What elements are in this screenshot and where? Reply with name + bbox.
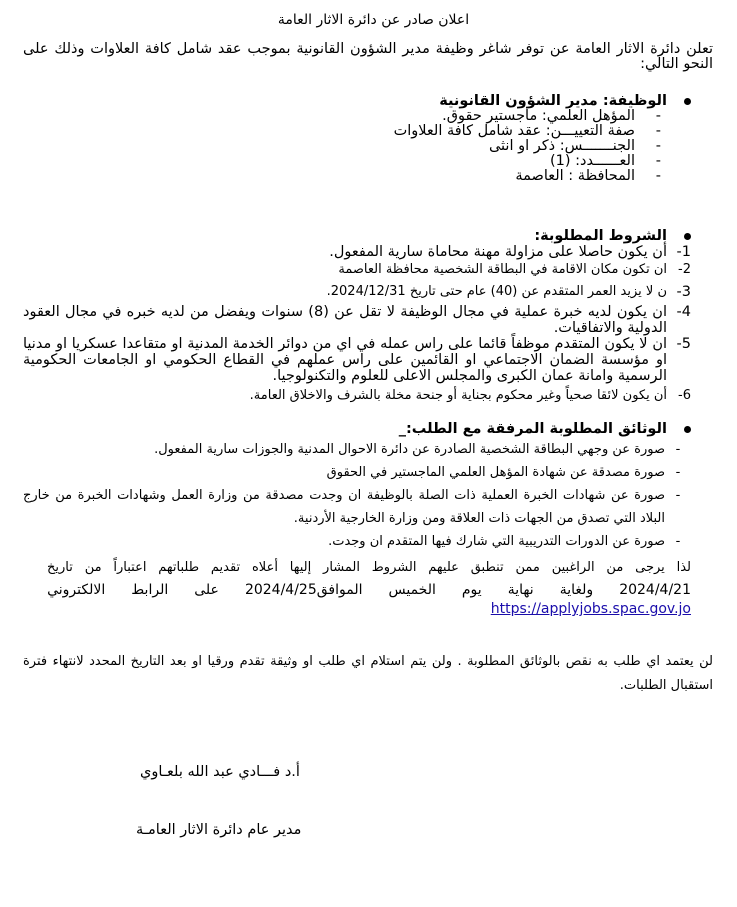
document-item <box>23 530 691 553</box>
job-detail-row <box>394 124 661 139</box>
documents-heading: الوثائق المطلوبة المرفقة مع الطلب:_ <box>398 421 667 437</box>
bullet-icon <box>684 233 691 240</box>
job-heading: الوظيفة: مدير الشؤون القانونية <box>439 93 667 109</box>
job-governorate: المحافظة : العاصمة <box>515 168 635 184</box>
intro-paragraph: تعلن دائرة الاثار العامة عن توفر شاغر وظيفة مدير الشؤون القانونية بموجب عقد شامل كافة العلاوات وذلك على النحو التالي: <box>23 41 713 72</box>
condition-text: أن يكون لائقا صحياً وغير محكوم بجناية أو جنحة مخلة بالشرف والاخلاق العامة. <box>249 388 667 403</box>
job-detail-row <box>394 169 661 184</box>
condition-item <box>23 336 691 384</box>
condition-number: 3- <box>676 284 691 300</box>
deadline <box>245 579 363 601</box>
condition-number: 5- <box>676 336 691 352</box>
job-section <box>394 94 691 184</box>
application-line-1: لذا يرجى من الراغبين ممن تنطبق عليهم الشروط المشار إليها أعلاه تقديم طلباتهم اعتباراً من تاريخ <box>47 560 691 575</box>
bullet-icon <box>684 426 691 433</box>
job-heading-row <box>394 94 691 109</box>
conditions-section <box>23 228 691 404</box>
link-word: الرابط <box>131 582 169 598</box>
day-word: يوم <box>461 582 482 598</box>
document-item <box>23 438 691 461</box>
job-detail-row <box>394 154 661 169</box>
signatory-name: أ.د فـــادي عبد الله بلعـاوي <box>140 764 300 780</box>
job-detail-row <box>394 139 661 154</box>
condition-number: 2- <box>678 262 691 277</box>
job-gender: الجنـــــــس: ذكر او انثى <box>488 138 635 154</box>
dash-icon: - <box>655 108 661 124</box>
signatory-position: مدير عام دائرة الاثار العامـة <box>136 822 302 838</box>
end-word: نهاية <box>507 582 534 598</box>
condition-text: أن يكون حاصلا على مزاولة مهنة محاماة سارية المفعول. <box>329 244 667 260</box>
job-qualification: المؤهل العلمي: ماجستير حقوق. <box>442 108 635 124</box>
job-appointment-type: صفة التعييـــن: عقد شامل كافة العلاوات <box>393 123 635 139</box>
condition-item <box>23 262 691 278</box>
documents-section <box>23 420 691 553</box>
document-text: صورة عن وجهي البطاقة الشخصية الصادرة عن دائرة الاحوال المدنية والجوزات سارية المفعول. <box>154 442 665 457</box>
dash-icon: - <box>675 488 681 503</box>
condition-text: ن لا يزيد العمر المتقدم عن (40) عام حتى تاريخ 2024/12/31. <box>326 284 667 299</box>
job-count: العــــــدد: (1) <box>549 153 635 169</box>
dash-icon: - <box>655 153 661 169</box>
dash-icon: - <box>675 442 681 457</box>
dash-icon: - <box>675 534 681 549</box>
application-url-link[interactable]: https://applyjobs.spac.gov.jo <box>490 601 691 617</box>
document-item <box>23 484 691 530</box>
condition-number: 6- <box>678 388 691 403</box>
condition-item <box>23 388 691 404</box>
document-text: صورة عن الدورات التدريبية التي شارك فيها المتقدم ان وجدت. <box>328 534 665 549</box>
until-word: ولغاية <box>559 582 594 598</box>
thursday-word: الخميس <box>388 582 436 598</box>
condition-item <box>23 284 691 300</box>
electronic-word: الالكتروني <box>47 582 106 598</box>
dash-icon: - <box>675 465 681 480</box>
application-line-2 <box>47 579 691 601</box>
condition-number: 4- <box>676 304 691 320</box>
condition-item <box>23 244 691 260</box>
condition-item <box>23 304 691 336</box>
dash-icon: - <box>655 123 661 139</box>
start-date: 2024/4/21 <box>619 582 691 598</box>
job-detail-row <box>394 109 661 124</box>
document-text: صورة مصدقة عن شهادة المؤهل العلمي الماجستير في الحقوق <box>326 465 665 480</box>
conditions-heading-row <box>23 228 691 244</box>
bullet-icon <box>684 98 691 105</box>
documents-heading-row <box>23 420 691 438</box>
document-title: اعلان صادر عن دائرة الاثار العامة <box>277 12 470 28</box>
document-item <box>23 461 691 484</box>
condition-number: 1- <box>676 244 691 260</box>
end-date: 2024/4/25 <box>244 582 317 598</box>
on-word: على <box>194 582 219 598</box>
dash-icon: - <box>655 138 661 154</box>
document-text: صورة عن شهادات الخبرة العملية ذات الصلة بالوظيفة ان وجدت مصدقة من وزارة العمل وشهادات الخبرة من خارج البلاد التي تصدق من الجهات ذات العلاقة ومن وزارة الخارجية الأردنية. <box>23 488 665 526</box>
condition-text: ان تكون مكان الاقامة في البطاقة الشخصية محافظة العاصمة <box>338 262 667 277</box>
condition-text: ان لا يكون المتقدم موظفاً قائما على راس عمله في اي من دوائر الخدمة المدنية او متقاعدا عسكريا او مدنيا او مؤسسة الضمان الاجتماعي او القائمين على راس عملهم في القطاع الحكومي او الجامعات الحكومية الرسمية وامانة عمان الكبرى والمجلس الاعلى للعلوم والتكنولوجيا. <box>23 336 667 384</box>
conditions-heading: الشروط المطلوبة: <box>534 228 667 244</box>
note-paragraph: لن يعتمد اي طلب به نقص بالوثائق المطلوبة . ولن يتم استلام اي طلب او وثيقة تقدم ورقيا او بعد التاريخ المحدد لانتهاء فترة استقبال الطلبات. <box>23 654 713 693</box>
condition-text: ان يكون لديه خبرة عملية في مجال الوظيفة لا تقل عن (8) سنوات ويفضل من لديه خبره في مجال العقود الدولية والاتفاقيات. <box>23 304 667 336</box>
corresponding-word: الموافق <box>316 582 363 598</box>
dash-icon: - <box>655 168 661 184</box>
